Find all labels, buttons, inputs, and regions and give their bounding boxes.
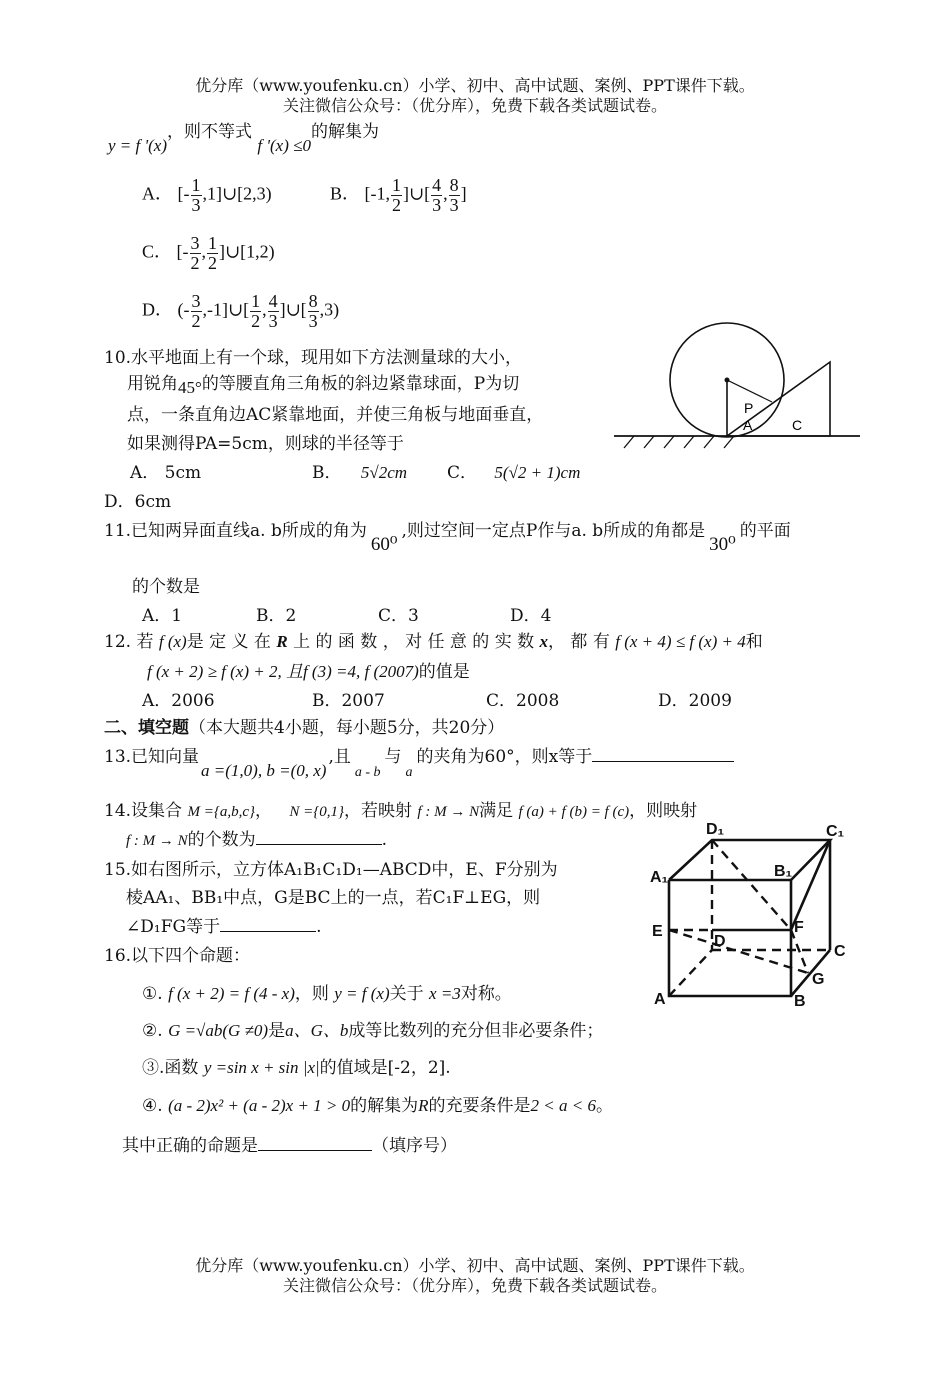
p4-num: ④. — [142, 1096, 163, 1116]
q14-answer-blank[interactable] — [256, 844, 382, 845]
q13-text2: ,且 — [328, 747, 351, 767]
q16-ask-end: （填序号） — [372, 1136, 457, 1156]
p3-a: 函数 — [164, 1058, 199, 1078]
q14-text1: 14.设集合 — [104, 801, 183, 821]
q12-fx: f (x) — [158, 632, 187, 651]
q10-line-2b: 的等腰直角三角板的斜边紧靠球面，P为切 — [201, 374, 520, 394]
q11-stem — [104, 520, 791, 555]
footer-line-1: 优分库（www.youfenku.cn）小学、初中、高中试题、案例、PPT课件下载。 — [195, 1256, 755, 1275]
q14-set-m: M ={a,b,c} — [187, 804, 255, 820]
q13-text1: 13.已知向量 — [104, 747, 200, 767]
figure-label-p: P — [744, 400, 754, 416]
q16-title: 16.以下四个命题： — [104, 946, 251, 966]
q12-condition-1: f (x + 4) ≤ f (x) + 4 — [615, 632, 746, 651]
q10-ball-figure — [612, 322, 864, 452]
q14-text3: 满足 — [479, 801, 514, 821]
q12-R: R — [276, 632, 288, 651]
p1-c: y = f (x) — [334, 984, 390, 1003]
q15-line-3a: ∠D₁FG等于 — [126, 917, 221, 937]
q10-line-3: 点，一条直角边AC紧靠地面，并使三角板与地面垂直， — [127, 405, 544, 425]
q14-condition: f (a) + f (b) = f (c) — [518, 804, 630, 820]
q16-proposition-3 — [142, 1058, 451, 1078]
q12-line-2 — [147, 662, 470, 682]
q15-line-1: 15.如右图所示，立方体A₁B₁C₁D₁—ABCD中，E、F分别为 — [104, 860, 558, 880]
q12-text4: ， 都 有 — [548, 632, 610, 652]
figure-label-c: C — [792, 417, 803, 433]
p1-d: 关于 — [389, 984, 424, 1004]
p1-e: x =3 — [429, 984, 461, 1003]
q12-option-b: B．2007 — [312, 691, 385, 711]
q10-option-b-label: B． — [312, 463, 342, 483]
q14-set-n: N ={0,1} — [289, 804, 345, 820]
q10-option-c-value: 5(√2 + 1)cm — [494, 463, 581, 482]
section-2-heading — [104, 718, 504, 738]
q16-proposition-4 — [142, 1096, 613, 1116]
q14-map-2: f : M → N — [126, 833, 188, 849]
q14-text2: ，若映射 — [344, 801, 413, 821]
p1-a: f (x + 2) = f (4 - x) — [168, 984, 295, 1003]
q9-option-b: B． [-1, $\frac{1}{2}$ ]∪[ $\frac{4}{3}$ , $\frac{8}{3}$ ] — [330, 175, 467, 215]
q11-angle-30: 30⁰ — [709, 534, 736, 555]
q13-answer-blank[interactable] — [592, 761, 734, 762]
q16-proposition-2 — [142, 1021, 603, 1041]
q10-line-4: 如果测得PA=5cm，则球的半径等于 — [127, 434, 404, 454]
q12-x: x — [539, 632, 549, 651]
cube-label-b: B — [794, 993, 806, 1010]
q15-cube-figure — [640, 816, 852, 1012]
q11-text3: 的平面 — [739, 521, 791, 541]
q16-proposition-1 — [142, 984, 512, 1004]
q14-end: . — [381, 830, 388, 850]
q14-text4: ，则映射 — [629, 801, 698, 821]
q9-option-d: D． (- $\frac{3}{2}$ ,-1]∪[ $\frac{1}{2}$ , $\frac{4}{3}$ ]∪[ $\frac{8}{3}$ ,3) — [142, 291, 340, 331]
cube-label-c1: C₁ — [826, 823, 845, 840]
ground-hatching — [624, 436, 734, 448]
q12-option-c: C．2008 — [486, 691, 560, 711]
q9-option-c: C． [- $\frac{3}{2}$ , $\frac{1}{2}$ ]∪[1,2) — [142, 233, 275, 273]
q13-text3: 与 — [384, 747, 402, 767]
q13-text4: 的夹角为60°，则x等于 — [416, 747, 593, 767]
q10-line-1: 10.水平地面上有一个球，现用如下方法测量球的大小， — [104, 348, 523, 368]
q15-answer-blank[interactable] — [220, 931, 316, 932]
p3-b: y =sin x + sin |x| — [203, 1058, 320, 1077]
q9-option-a: A． [- $\frac{1}{3}$ ,1]∪[2,3) — [142, 175, 272, 215]
q13-vector-diff: a - b — [354, 765, 381, 780]
q10-angle: 45° — [178, 378, 202, 397]
p4-f: 。 — [595, 1096, 613, 1116]
header-line-1: 优分库（www.youfenku.cn）小学、初中、高中试题、案例、PPT课件下载。 — [195, 76, 755, 95]
q10-option-b-value: 5√2cm — [360, 463, 408, 482]
q12-option-d: D．2009 — [658, 691, 732, 711]
q11-option-d: D．4 — [510, 606, 552, 626]
cube-label-b1: B₁ — [774, 863, 793, 880]
q14-sep: ， — [254, 801, 272, 821]
q11-option-a: A．1 — [142, 606, 183, 626]
q11-option-b: B．2 — [256, 606, 297, 626]
q9-option-c-label: C． — [142, 241, 173, 262]
q16-ask: 其中正确的命题是 — [122, 1136, 258, 1156]
q12-text3: 上 的 函 数 ， 对 任 意 的 实 数 — [293, 632, 535, 652]
cube-label-f: F — [794, 919, 804, 936]
p4-c: R — [418, 1096, 429, 1115]
radius-line — [727, 380, 772, 402]
q15-line-3 — [126, 917, 321, 937]
section-2-note: （本大题共4小题，每小题5分，共20分） — [189, 718, 505, 738]
p4-d: 的充要条件是 — [428, 1096, 531, 1116]
p4-e: 2 < a < 6 — [530, 1096, 596, 1115]
p4-a: (a - 2)x² + (a - 2)x + 1 > 0 — [168, 1096, 351, 1115]
cube-label-d1: D₁ — [706, 821, 725, 838]
q14-line-2 — [126, 830, 387, 850]
cube-label-d: D — [714, 933, 726, 950]
q9-inequality: f '(x) ≤0 — [257, 136, 311, 155]
figure-label-a: A — [743, 417, 753, 433]
q12-option-a: A．2006 — [142, 691, 215, 711]
q10-option-c-label: C． — [447, 463, 478, 483]
q16-question — [122, 1136, 457, 1156]
q12-text1: 12. 若 — [104, 632, 154, 652]
p1-f: 对称。 — [460, 984, 512, 1004]
cube-label-c: C — [834, 943, 846, 960]
q13-stem — [104, 747, 734, 780]
q14-map: f : M → N — [417, 804, 480, 820]
q10-option-c — [447, 463, 580, 483]
q10-option-b — [312, 463, 407, 483]
q9-option-a-label: A． — [142, 183, 173, 204]
q11-line-2: 的个数是 — [132, 577, 200, 597]
q11-option-c: C．3 — [378, 606, 419, 626]
p2-b: 是 — [268, 1021, 286, 1041]
q10-option-a: A． 5cm — [130, 463, 202, 483]
section-2-title: 二、填空题 — [104, 718, 189, 738]
p4-b: 的解集为 — [350, 1096, 419, 1116]
q15-end: . — [316, 917, 322, 937]
q12-condition-2: f (x + 2) ≥ f (x) + 2, 且f (3) =4, f (2007) — [147, 662, 419, 681]
q9-stem — [108, 122, 379, 155]
q9-option-b-label: B． — [330, 183, 361, 204]
q12-text2: 是 定 义 在 — [186, 632, 271, 652]
cube-label-e: E — [652, 923, 663, 940]
q12-line-1 — [104, 632, 763, 652]
q9-option-d-label: D． — [142, 299, 173, 320]
q11-angle-60: 60⁰ — [370, 534, 398, 555]
cube-label-a1: A₁ — [650, 869, 669, 886]
p3-c: 的值域是[-2，2]. — [319, 1058, 451, 1078]
q13-vector-a: a — [405, 765, 413, 780]
q14-text5: 的个数为 — [187, 830, 256, 850]
p2-num: ②. — [142, 1021, 163, 1041]
p3-num: ③. — [142, 1058, 165, 1078]
q9-lead-math: y = f '(x) — [108, 136, 167, 155]
q10-line-2a: 用锐角 — [127, 374, 178, 394]
p2-c: a、G、b — [285, 1021, 349, 1040]
cube-label-a: A — [654, 991, 666, 1008]
q16-answer-blank[interactable] — [258, 1150, 372, 1151]
header-line-2: 关注微信公众号：（优分库），免费下载各类试题试卷。 — [282, 96, 667, 115]
p2-d: 成等比数列的充分但非必要条件； — [348, 1021, 604, 1041]
p1-num: ①. — [142, 984, 163, 1004]
q9-text1: ，则不等式 — [167, 122, 252, 142]
p2-a: G =√ab(G ≠0) — [168, 1021, 269, 1040]
q10-option-d: D．6cm — [104, 492, 172, 512]
q10-line-2 — [127, 374, 520, 397]
q13-vectors: a =(1,0), b =(0, x) — [201, 761, 327, 780]
q12-text5: 和 — [745, 632, 763, 652]
q15-line-2: 棱AA₁、BB₁中点，G是BC上的一点，若C₁F⊥EG，则 — [126, 888, 541, 908]
q11-text2: ,则过空间一定点P作与a. b所成的角都是 — [401, 521, 706, 541]
cube-label-g: G — [812, 971, 825, 988]
ball-center-dot — [725, 378, 730, 383]
q9-text2: 的解集为 — [310, 122, 379, 142]
q14-line-1 — [104, 801, 697, 821]
footer-line-2: 关注微信公众号：（优分库），免费下载各类试题试卷。 — [282, 1276, 667, 1295]
p1-b: ，则 — [294, 984, 329, 1004]
q11-text1: 11.已知两异面直线a. b所成的角为 — [104, 521, 367, 541]
q12-text6: 的值是 — [418, 662, 470, 682]
